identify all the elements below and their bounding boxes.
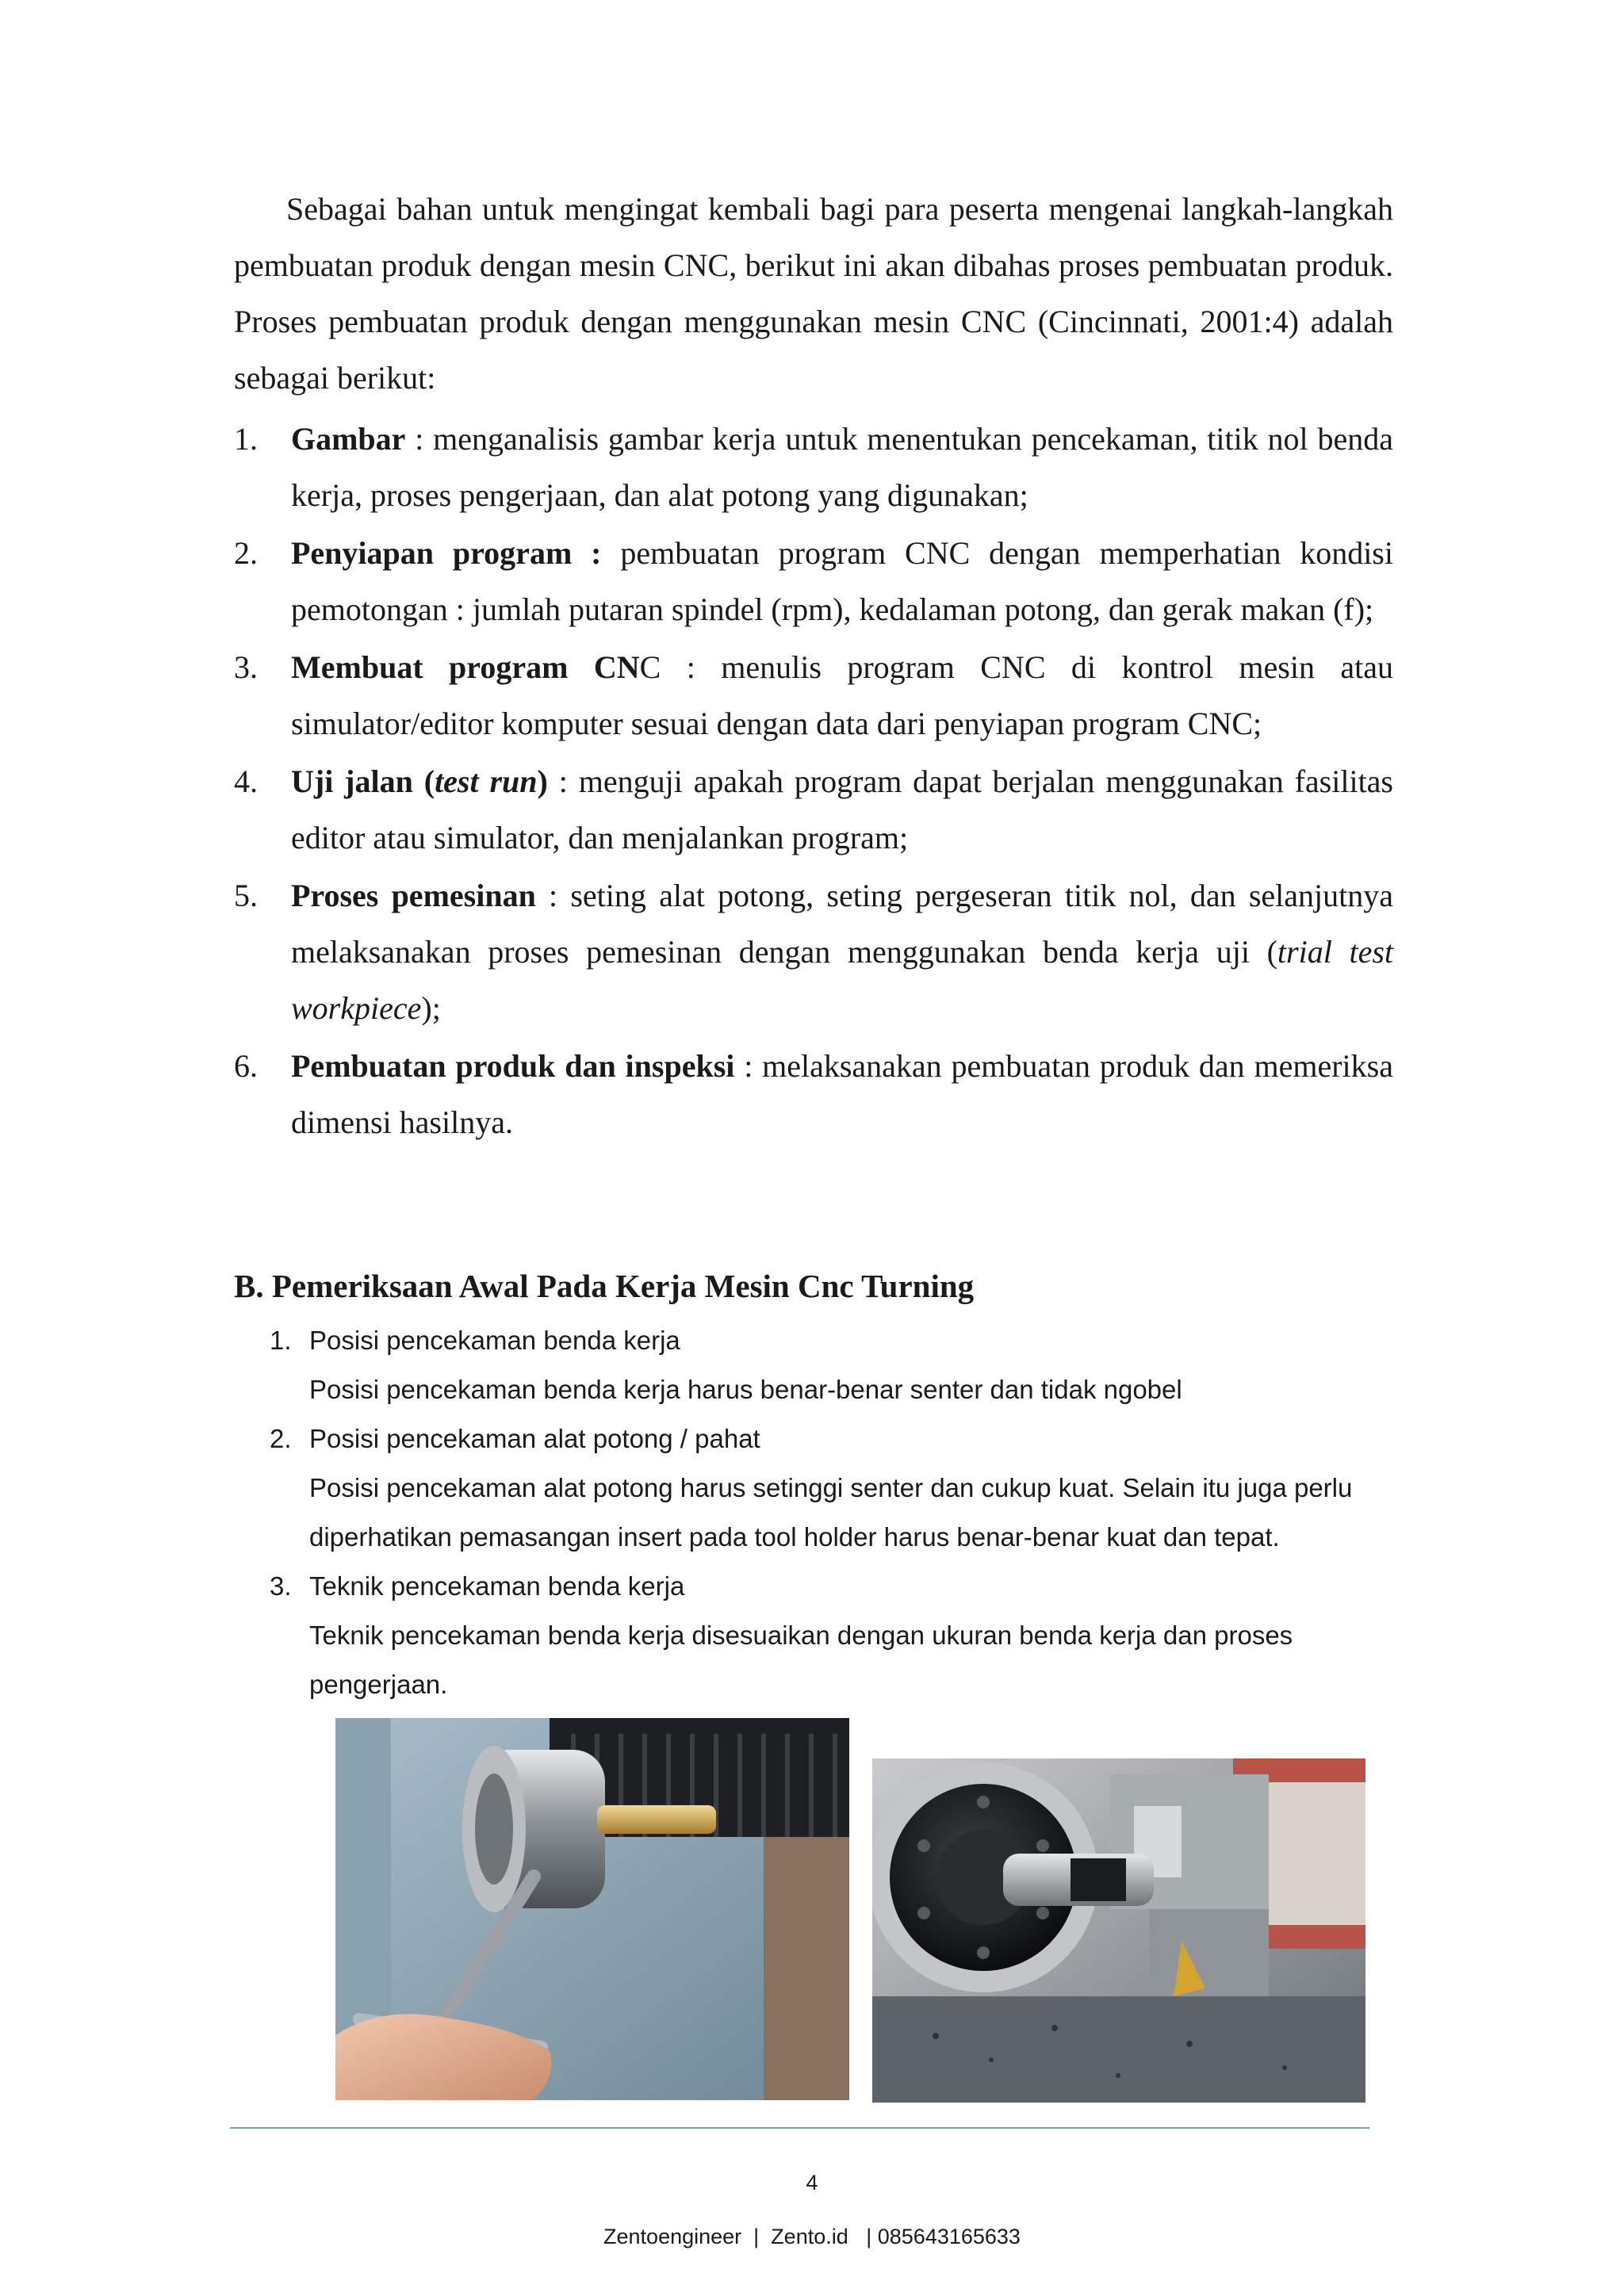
section-title: B. Pemeriksaan Awal Pada Kerja Mesin Cnc Turning bbox=[234, 1268, 975, 1304]
step-text: : seting alat potong, seting pergeseran titik nol, dan selanjutnya melaksanakan proses pemesinan dengan menggunakan benda kerja uji ( bbox=[291, 878, 1393, 970]
step-item bbox=[234, 753, 1393, 866]
step-title: Gambar bbox=[291, 421, 406, 457]
step-text: : menganalisis gambar kerja untuk menentukan pencekaman, titik nol benda kerja, proses pengerjaan, dan alat potong yang digunakan; bbox=[291, 421, 1393, 513]
step-number: 4. bbox=[234, 763, 258, 799]
inspection-list bbox=[270, 1316, 1396, 1709]
inspection-description: Teknik pencekaman benda kerja disesuaikan dengan ukuran benda kerja dan proses pengerjaan. bbox=[309, 1621, 1293, 1699]
step-number: 1. bbox=[234, 421, 258, 457]
step-item bbox=[234, 867, 1393, 1036]
inspection-title: Teknik pencekaman benda kerja bbox=[309, 1571, 685, 1601]
inspection-number: 1. bbox=[270, 1326, 292, 1355]
inspection-description: Posisi pencekaman benda kerja harus benar-benar senter dan tidak ngobel bbox=[309, 1375, 1182, 1404]
step-number: 2. bbox=[234, 535, 258, 571]
step-item bbox=[234, 525, 1393, 637]
step-title bbox=[291, 763, 548, 799]
inspection-item bbox=[270, 1316, 1396, 1414]
inspection-number: 3. bbox=[270, 1571, 292, 1601]
step-text: : melaksanakan pembuatan produk dan memeriksa dimensi hasilnya. bbox=[291, 1048, 1393, 1140]
step-item bbox=[234, 639, 1393, 752]
step-text-italic: trial test workpiece bbox=[291, 934, 1394, 1026]
step-title: Proses pemesinan bbox=[291, 878, 536, 913]
inspection-description: Posisi pencekaman alat potong harus setinggi senter dan cukup kuat. Selain itu juga perlu diperhatikan pemasangan insert pada tool holder harus benar-benar kuat dan tepat. bbox=[309, 1473, 1353, 1552]
step-number: 3. bbox=[234, 649, 258, 685]
cnc-turning-illustration bbox=[872, 1758, 1365, 2103]
cnc-process-steps bbox=[234, 411, 1393, 1152]
chuck-tightening-illustration bbox=[335, 1718, 849, 2100]
inspection-title: Posisi pencekaman alat potong / pahat bbox=[309, 1424, 760, 1453]
step-item bbox=[234, 411, 1393, 523]
step-title-b: ) bbox=[537, 763, 548, 799]
cnc-turning-machine-photo bbox=[872, 1758, 1365, 2103]
step-number: 5. bbox=[234, 878, 258, 913]
footer-contact: Zentoengineer | Zento.id | 085643165633 bbox=[603, 2225, 1021, 2248]
intro-paragraph: Sebagai bahan untuk mengingat kembali bagi para peserta mengenai langkah-langkah pembuatan produk dengan mesin CNC, berikut ini akan dibahas proses pembuatan produk. Proses pembuatan produk dengan menggunakan mesin CNC (Cincinnati, 2001:4) adalah sebagai berikut: bbox=[234, 191, 1393, 396]
inspection-title: Posisi pencekaman benda kerja bbox=[309, 1326, 680, 1355]
step-text: : menguji apakah program dapat berjalan menggunakan fasilitas editor atau simulator, dan menjalankan program; bbox=[291, 763, 1394, 855]
step-title-rest: C bbox=[639, 649, 661, 685]
step-text: pembuatan program CNC dengan memperhatian kondisi pemotongan : jumlah putaran spindel (rpm), kedalaman potong, dan gerak makan (f); bbox=[291, 535, 1393, 627]
step-title: Membuat program CN bbox=[291, 649, 640, 685]
step-title: Penyiapan program : bbox=[291, 535, 602, 571]
step-item bbox=[234, 1038, 1393, 1150]
chuck-tightening-photo bbox=[335, 1718, 849, 2100]
step-title-italic: test run bbox=[435, 763, 538, 799]
step-number: 6. bbox=[234, 1048, 258, 1084]
step-title: Pembuatan produk dan inspeksi bbox=[291, 1048, 735, 1084]
step-text-end: ); bbox=[421, 990, 441, 1026]
inspection-item bbox=[270, 1414, 1396, 1562]
page-number: 4 bbox=[806, 2171, 818, 2195]
inspection-item bbox=[270, 1562, 1396, 1709]
step-text: : menulis program CNC di kontrol mesin atau simulator/editor komputer sesuai dengan data dari penyiapan program CNC; bbox=[291, 649, 1394, 741]
step-title-a: Uji jalan ( bbox=[291, 763, 435, 799]
inspection-number: 2. bbox=[270, 1424, 292, 1453]
footer-divider bbox=[230, 2127, 1369, 2129]
